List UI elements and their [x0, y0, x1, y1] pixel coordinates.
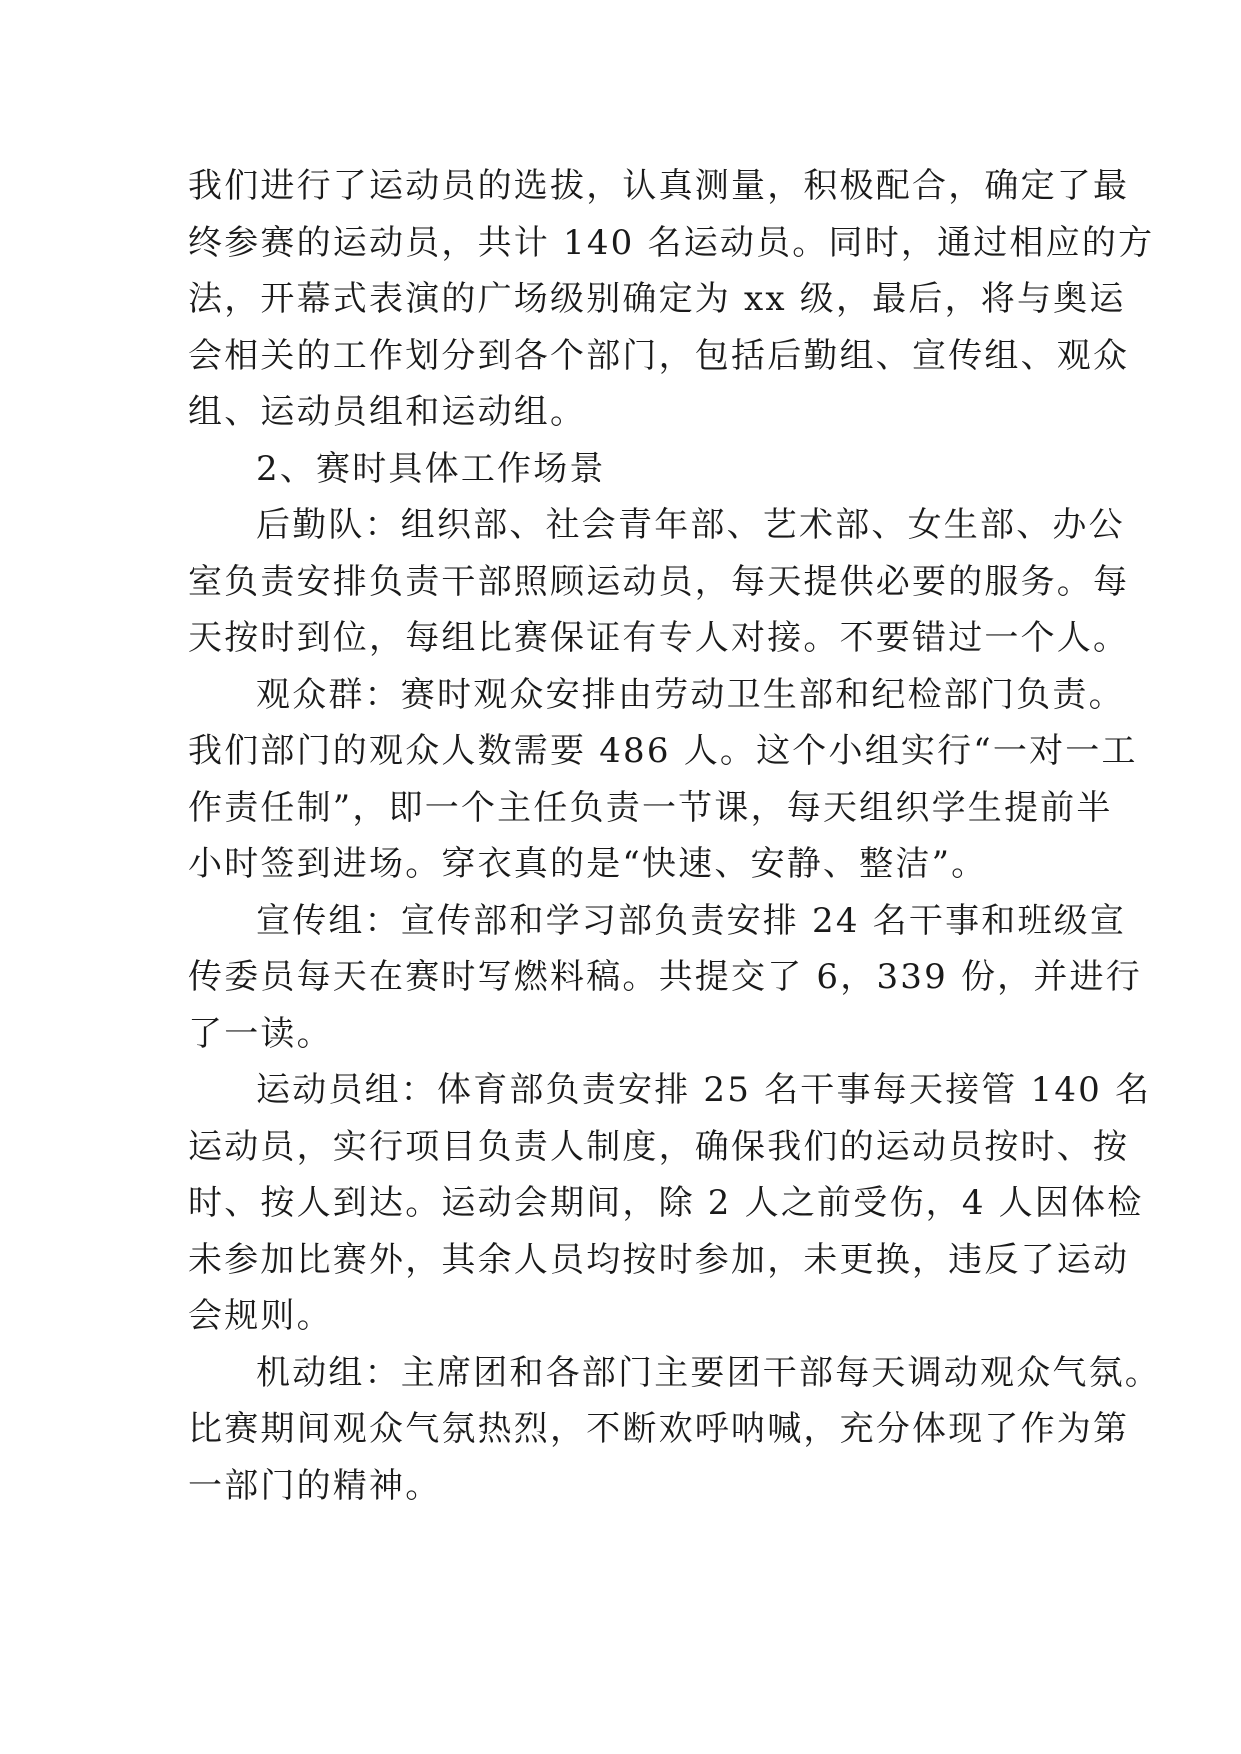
text-line: 一部门的精神。 [188, 1465, 442, 1506]
text-line: 机动组：主席团和各部门主要团干部每天调动观众气氛。 [256, 1352, 1161, 1393]
text-line: 运动员，实行项目负责人制度，确保我们的运动员按时、按 [188, 1126, 1130, 1167]
text-line: 作责任制”，即一个主任负责一节课，每天组织学生提前半 [188, 787, 1113, 828]
text-line: 时、按人到达。运动会期间，除 2 人之前受伤，4 人因体检 [188, 1183, 1144, 1223]
text-line: 法，开幕式表演的广场级别确定为 xx 级，最后，将与奥运 [188, 279, 1126, 319]
text-line: 天按时到位，每组比赛保证有专人对接。不要错过一个人。 [188, 618, 1130, 658]
text-line: 小时签到进场。穿衣真的是“快速、安静、整洁”。 [188, 844, 988, 884]
text-line: 观众群：赛时观众安排由劳动卫生部和纪检部门负责。 [256, 674, 1125, 715]
text-line: 传委员每天在赛时写燃料稿。共提交了 6，339 份，并进行 [188, 957, 1142, 997]
text-line: 2、赛时具体工作场景 [256, 448, 606, 489]
text-line: 我们部门的观众人数需要 486 人。这个小组实行“一对一工 [188, 731, 1138, 771]
text-line: 室负责安排负责干部照顾运动员，每天提供必要的服务。每 [188, 561, 1130, 602]
text-line: 会规则。 [188, 1296, 333, 1336]
text-line: 组、运动员组和运动组。 [188, 392, 587, 432]
text-line: 我们进行了运动员的选拔，认真测量，积极配合，确定了最 [188, 166, 1130, 206]
text-line: 会相关的工作划分到各个部门，包括后勤组、宣传组、观众 [188, 335, 1130, 376]
text-line: 比赛期间观众气氛热烈，不断欢呼呐喊，充分体现了作为第 [188, 1409, 1130, 1449]
text-line: 终参赛的运动员，共计 140 名运动员。同时，通过相应的方 [188, 222, 1155, 263]
text-line: 后勤队：组织部、社会青年部、艺术部、女生部、办公 [256, 505, 1125, 545]
text-line: 未参加比赛外，其余人员均按时参加，未更换，违反了运动 [188, 1239, 1130, 1280]
text-line: 宣传组：宣传部和学习部负责安排 24 名干事和班级宣 [256, 900, 1127, 941]
document-body [188, 158, 1161, 1514]
text-line: 了一读。 [188, 1013, 333, 1054]
text-line: 运动员组：体育部负责安排 25 名干事每天接管 140 名 [256, 1070, 1152, 1110]
